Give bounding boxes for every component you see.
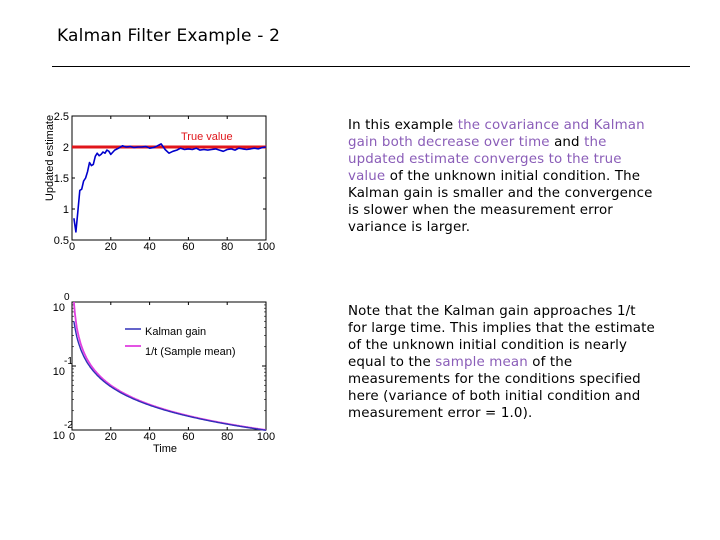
p1-highlight-1: the covariance and Kalman gain both decrease over time [348,118,645,150]
x-tick-label: 40 [143,431,156,443]
y-tick-label: 2.5 [53,111,69,123]
p2-text-2: of the measurements for the conditions specified here (variance of both initial condition and measurement error = 1.0). [348,355,641,421]
p2-highlight-1: sample mean [435,355,528,370]
y-tick-label-exponent: 0 [64,292,70,303]
gain-x-axis-label: Time [152,443,178,455]
x-tick-label: 100 [256,431,276,443]
true-value-annotation: True value [181,131,233,143]
x-tick-label: 40 [143,241,156,253]
y-tick-label-base: 10 [52,366,65,378]
y-tick-label: 1 [62,204,69,216]
x-tick-label: 20 [104,241,117,253]
legend-label-inverse-t: 1/t (Sample mean) [145,346,236,358]
slide-title: Kalman Filter Example - 2 [57,26,281,46]
y-tick-label-base: 10 [52,302,65,314]
x-tick-label: 60 [182,241,195,253]
p1-text-3: of the unknown initial condition. The Kalman gain is smaller and the convergence is slower when the measurement error variance is larger. [348,169,653,235]
paragraph-convergence [348,117,658,236]
x-tick-label: 80 [221,431,234,443]
gain-y-tick-labels [53,292,74,442]
p1-highlight-2: the updated estimate converges to the true value [348,135,622,184]
y-tick-label: 1.5 [53,173,69,185]
x-tick-label: 60 [182,431,195,443]
x-tick-label: 100 [256,241,276,253]
x-tick-label: 20 [104,431,117,443]
y-tick-label-base: 10 [52,430,65,442]
gain-x-tick-labels [69,431,275,443]
p1-text-2: and [549,135,585,150]
estimate-chart [44,111,275,253]
gain-chart [53,292,275,455]
p2-text-1: Note that the Kalman gain approaches 1/t for large time. This implies that the estimate of the unknown initial condition is nearly equal to the [348,304,655,370]
y-tick-label-exponent: -1 [64,356,73,367]
y-tick-label-exponent: -2 [64,420,73,431]
p1-text-1: In this example [348,118,458,133]
estimate-plot-frame [72,116,266,240]
x-tick-label: 0 [68,431,76,443]
legend-label-kalman-gain: Kalman gain [145,326,207,338]
y-tick-label: 0.5 [53,235,69,247]
y-tick-label: 2 [62,142,69,154]
paragraph-sample-mean [348,303,658,422]
estimate-y-axis-label: Updated estimate [44,114,56,202]
x-tick-label: 80 [221,241,234,253]
x-tick-label: 0 [68,241,76,253]
estimate-x-tick-labels [69,241,275,253]
